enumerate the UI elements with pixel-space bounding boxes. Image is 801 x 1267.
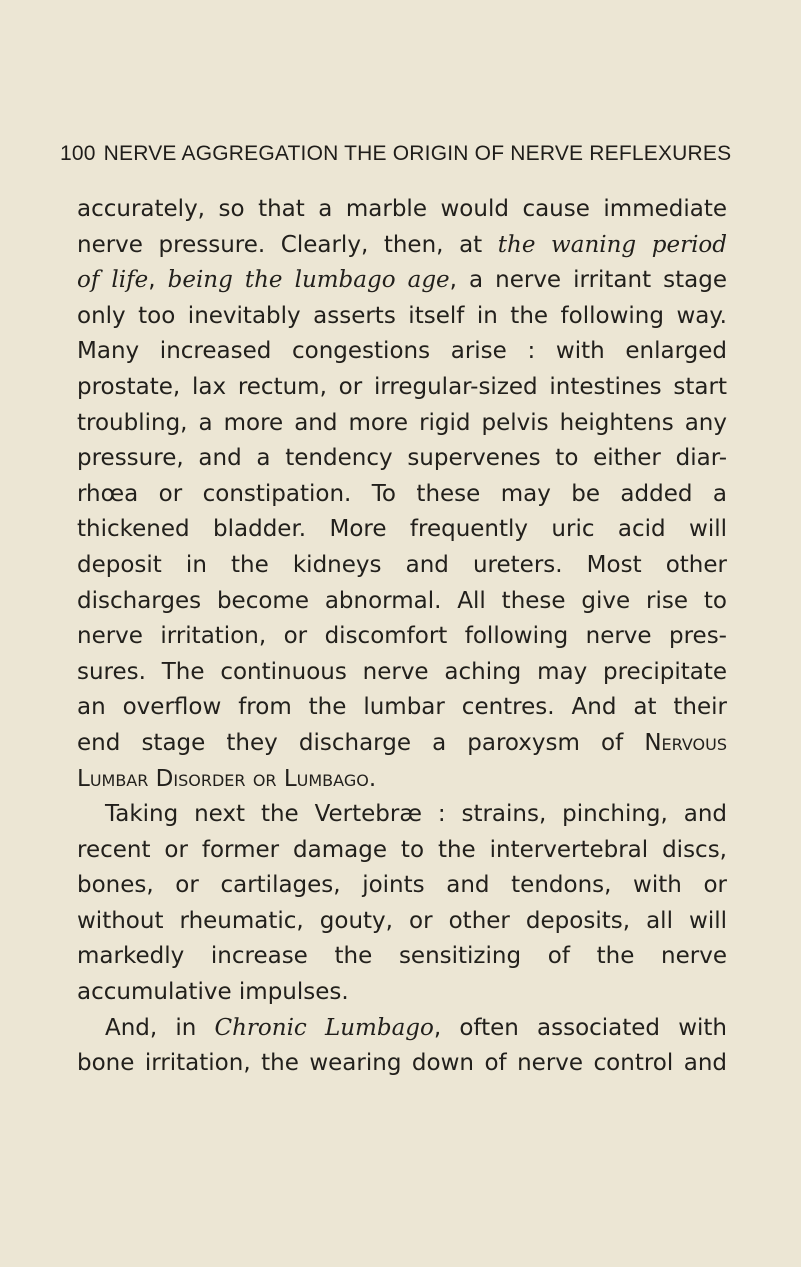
text-line: nerve pressure. Clearly, then, at the waning period — [77, 231, 727, 258]
text-line: bones, or cartilages, joints and tendons, with or — [77, 872, 727, 899]
text-line: accumulative impulses. — [77, 979, 349, 1006]
text-line: pressure, and a tendency supervenes to either diar- — [77, 445, 727, 472]
text-line: deposit in the kidneys and ureters. Most other — [77, 551, 727, 578]
text-line: an overflow from the lumbar centres. And at their — [77, 694, 727, 721]
text-line: troubling, a more and more rigid pelvis heightens any — [77, 409, 727, 436]
italic-phrase: Chronic Lumbago — [214, 1014, 434, 1041]
italic-phrase: of life — [77, 267, 149, 294]
text-line: prostate, lax rectum, or irregular-sized intestines start — [77, 373, 727, 400]
text-line: sures. The continuous nerve aching may precipitate — [77, 658, 727, 685]
paragraph-first-line: Taking next the Vertebræ : strains, pinching, and — [105, 801, 727, 828]
running-title: NERVE AGGREGATION THE ORIGIN OF NERVE REFLEXURES — [103, 142, 732, 165]
text-line: thickened bladder. More frequently uric acid will — [77, 516, 727, 543]
italic-phrase: being the lumbago age — [167, 267, 450, 294]
text-line: end stage they discharge a paroxysm of Nervous — [77, 729, 727, 756]
text-line: rhœa or constipation. To these may be added a — [77, 480, 727, 507]
body-text — [77, 192, 727, 1082]
text-line: markedly increase the sensitizing of the nerve — [77, 943, 727, 970]
text-line: of life, being the lumbago age, a nerve irritant stage — [77, 267, 728, 294]
small-caps-phrase: Nervous — [644, 729, 727, 756]
running-head — [60, 142, 760, 166]
text-line: discharges become abnormal. All these give rise to — [77, 587, 727, 614]
text-line: accurately, so that a marble would cause immediate — [77, 196, 727, 222]
text-line: Lumbar Disorder or Lumbago. — [77, 765, 377, 792]
small-caps-phrase: Lumbar Disorder or Lumbago — [77, 765, 369, 792]
paragraph-first-line: And, in Chronic Lumbago, often associated with — [105, 1014, 727, 1041]
text-line: nerve irritation, or discomfort following nerve pres- — [77, 623, 727, 650]
text-line: only too inevitably asserts itself in the following way. — [77, 302, 727, 329]
text-line: without rheumatic, gouty, or other deposits, all will — [77, 907, 727, 934]
page-number: 100 — [60, 142, 96, 165]
text-line: recent or former damage to the intervertebral discs, — [77, 836, 727, 863]
italic-phrase: the waning period — [497, 231, 727, 258]
text-line: Many increased congestions arise : with enlarged — [77, 338, 727, 365]
text-line: bone irritation, the wearing down of nerve control and — [77, 1050, 727, 1077]
